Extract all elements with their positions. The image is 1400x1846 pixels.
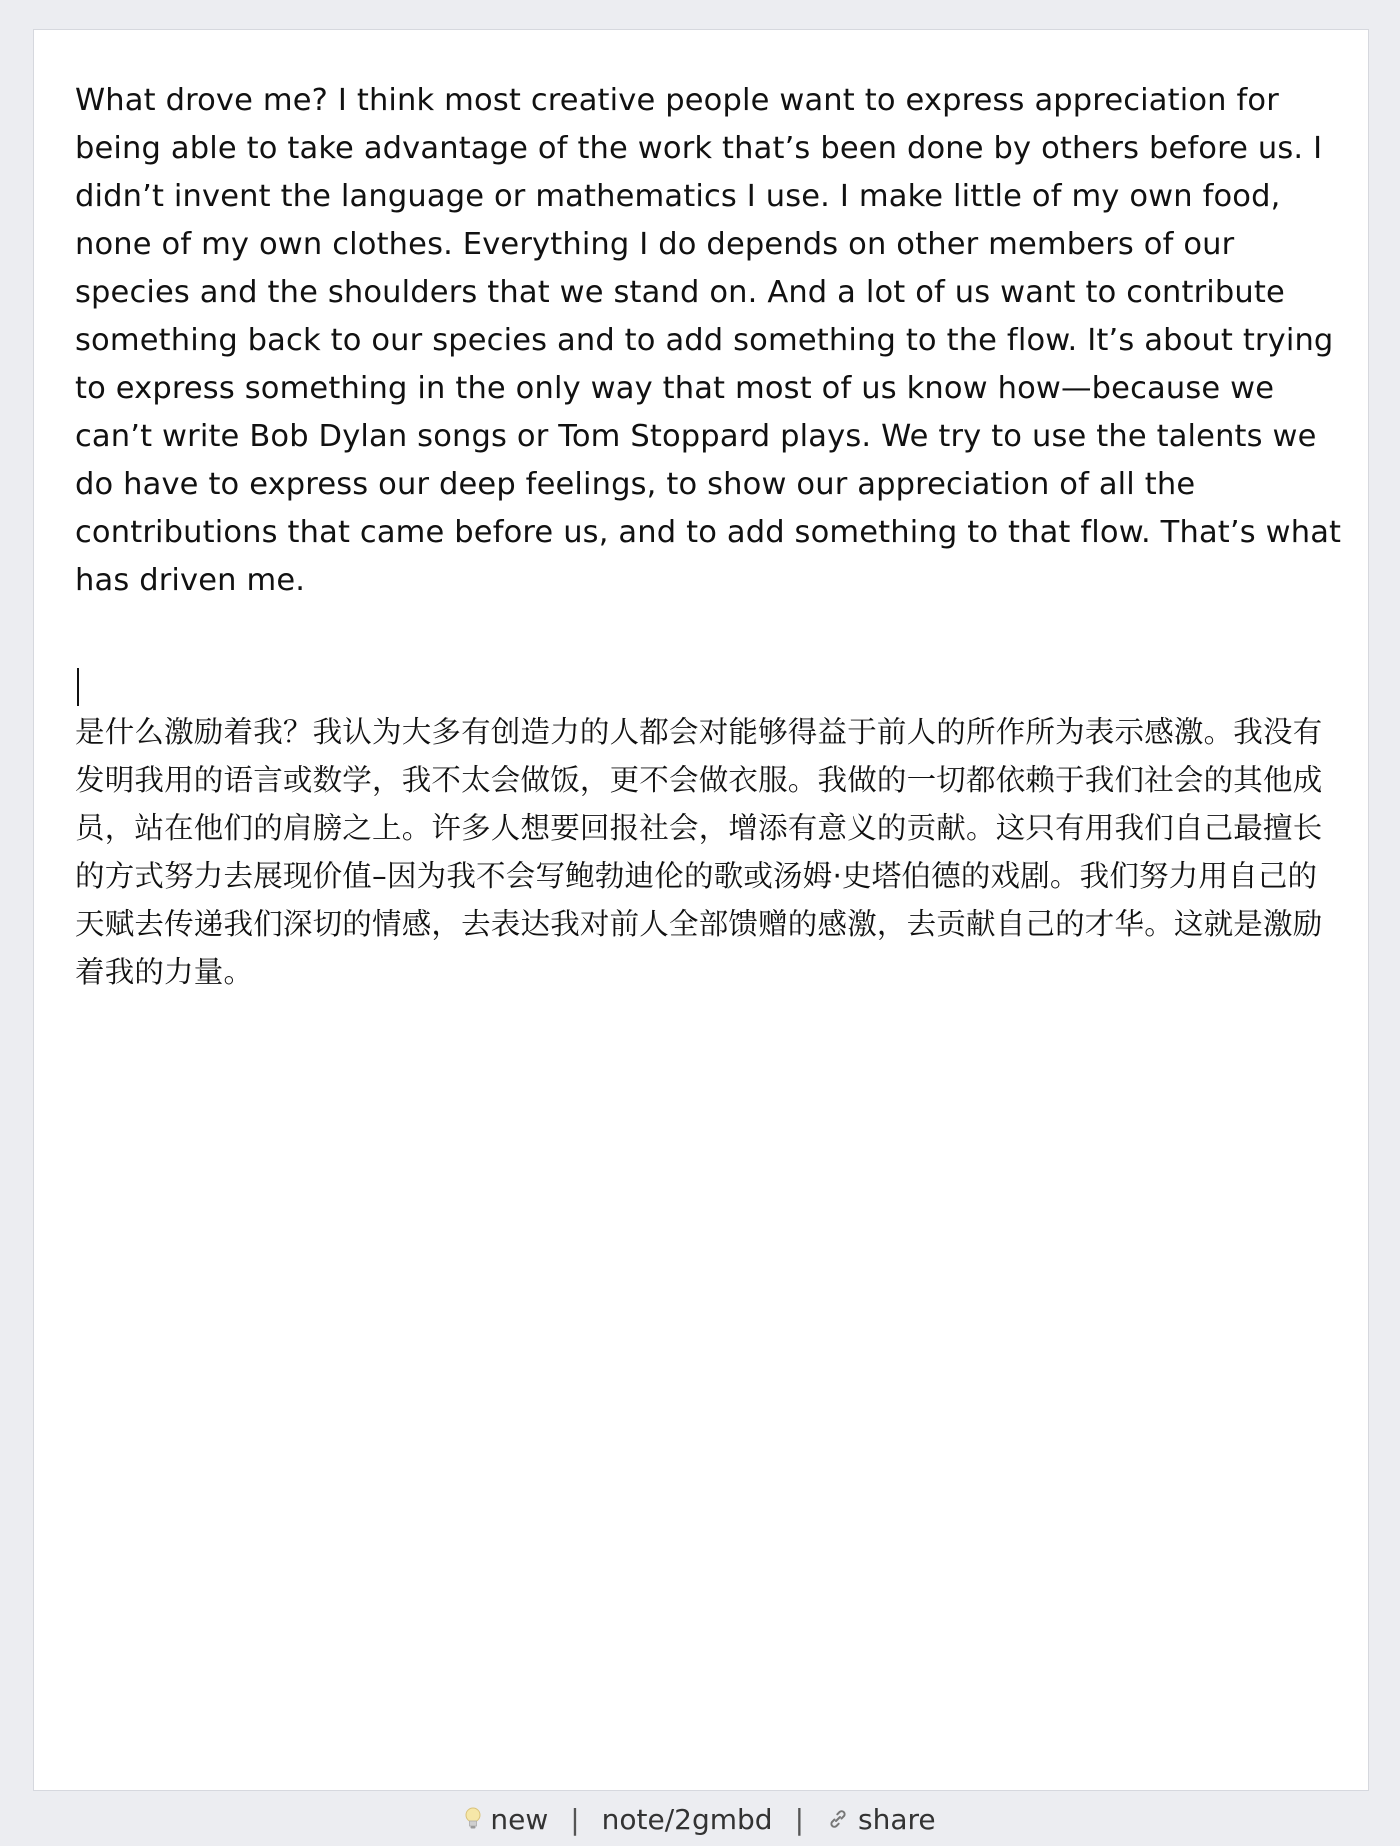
footer-separator: | xyxy=(794,1802,805,1836)
lightbulb-icon xyxy=(464,1807,482,1831)
share-label: share xyxy=(858,1802,936,1836)
footer-separator: | xyxy=(570,1802,580,1836)
new-note-link[interactable] xyxy=(464,1803,548,1836)
new-label: new xyxy=(490,1802,549,1836)
note-path-link[interactable] xyxy=(602,1803,773,1836)
paragraph-english[interactable]: What drove me? I think most creative people want to express appreciation for being able to take advantage of the work that’s been done by others before us. I didn’t invent the language or mathematics I use. I make little of my own food, none of my own clothes. Everything I do depends on other members of our species and the shoulders that we stand on. And a lot of us want to contribute something back to our species and to add something to the flow. It’s about trying to express something in the only way that most of us know how—because we can’t write Bob Dylan songs or Tom Stoppard plays. We try to use the talents we do have to express our deep feelings, to show our appreciation of all the contributions that came before us, and to add something to that flow. That’s what has driven me. xyxy=(75,83,1342,598)
paragraph-chinese[interactable]: 是什么激励着我？我认为大多有创造力的人都会对能够得益于前人的所作所为表示感激。我没有发明我用的语言或数学，我不太会做饭，更不会做衣服。我做的一切都依赖于我们社会的其他成员，站在他们的肩膀之上。许多人想要回报社会，增添有意义的贡献。这只有用我们自己最擅长的方式努力去展现价值–因为我不会写鲍勃迪伦的歌或汤姆·史塔伯德的戏剧。我们努力用自己的天赋去传递我们深切的情感，去表达我对前人全部馈赠的感激，去贡献自己的才华。这就是激励着我的力量。 xyxy=(75,715,1323,989)
text-cursor xyxy=(77,668,79,706)
note-editor[interactable] xyxy=(33,29,1369,1791)
note-path: note/2gmbd xyxy=(601,1802,773,1836)
note-content[interactable] xyxy=(75,77,1345,996)
share-link[interactable] xyxy=(826,1803,936,1836)
link-icon xyxy=(826,1807,850,1831)
footer-bar xyxy=(0,1792,1400,1846)
